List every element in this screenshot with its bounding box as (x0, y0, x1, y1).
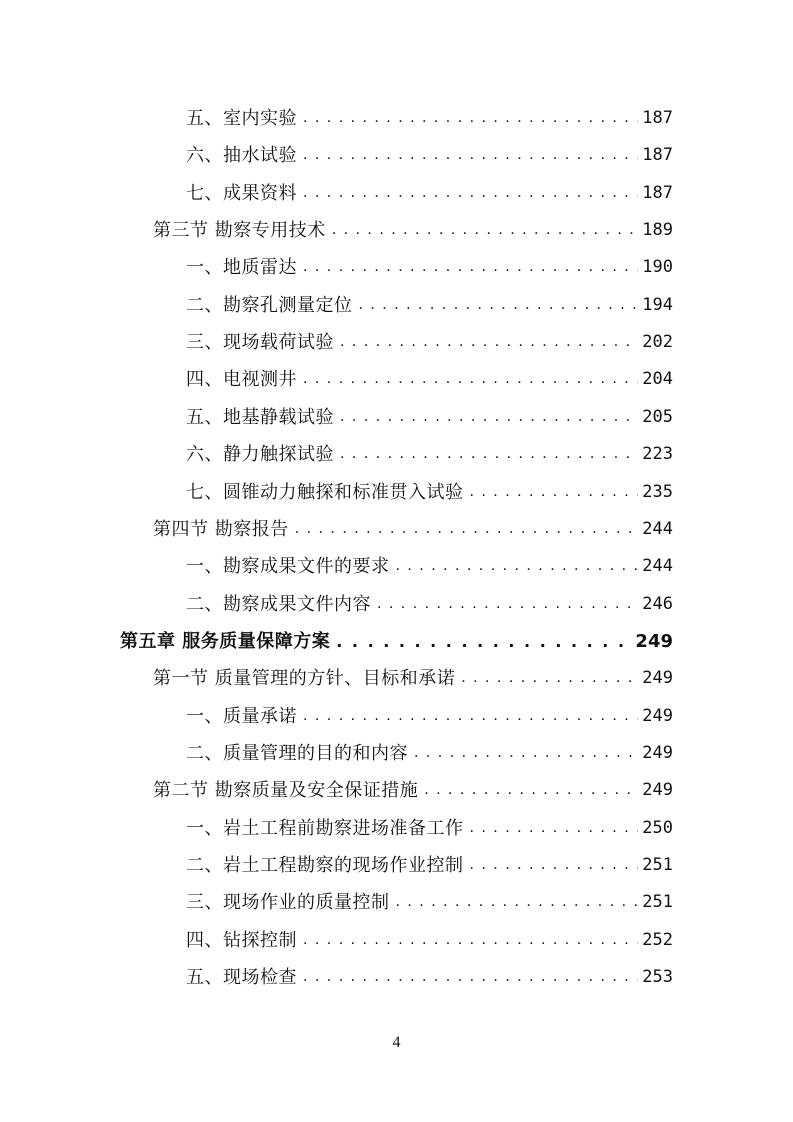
toc-entry-title: 二、岩土工程勘察的现场作业控制 (186, 855, 464, 876)
toc-entry-page: 249 (642, 705, 673, 726)
toc-entry-page: 249 (642, 742, 673, 763)
toc-dot-leader (303, 175, 638, 212)
toc-dot-leader (359, 287, 639, 324)
toc-dot-leader (340, 399, 638, 436)
toc-entry-page: 250 (642, 817, 673, 838)
toc-section-entry[interactable] (153, 511, 673, 548)
toc-dot-leader (303, 100, 638, 137)
toc-entry-page: 194 (642, 294, 673, 315)
toc-dot-leader (303, 137, 638, 174)
toc-dot-leader (340, 324, 638, 361)
toc-subsection-entry[interactable] (186, 249, 673, 286)
toc-entry-title: 七、成果资料 (186, 182, 297, 204)
toc-dot-leader (303, 698, 638, 735)
toc-entry-page: 190 (642, 257, 673, 278)
toc-subsection-entry[interactable] (186, 399, 673, 436)
toc-dot-leader (303, 959, 638, 996)
toc-dot-leader (377, 586, 638, 623)
toc-dot-leader (424, 772, 638, 809)
toc-entry-page: 205 (642, 406, 673, 427)
toc-entry-title: 七、圆锥动力触探和标准贯入试验 (186, 481, 464, 503)
toc-entry-title: 第一节 质量管理的方针、目标和承诺 (153, 668, 456, 690)
toc-dot-leader (303, 922, 638, 959)
toc-entry-page: 187 (642, 108, 673, 128)
toc-subsection-entry[interactable] (186, 137, 673, 174)
toc-entry-page: 187 (642, 182, 673, 203)
toc-entry-title: 第二节 勘察质量及安全保证措施 (153, 780, 419, 802)
toc-section-entry[interactable] (153, 212, 673, 249)
toc-subsection-entry[interactable] (186, 959, 673, 996)
toc-section-entry[interactable] (153, 772, 673, 809)
toc-dot-leader (470, 474, 639, 511)
toc-entry-page: 246 (642, 593, 673, 614)
page-number: 4 (392, 1034, 401, 1051)
toc-subsection-entry[interactable] (186, 735, 673, 772)
toc-entry-title: 五、现场检查 (186, 967, 297, 989)
toc-entry-title: 第四节 勘察报告 (153, 518, 289, 540)
toc-entry-page: 223 (642, 444, 673, 465)
toc-subsection-entry[interactable] (186, 361, 673, 398)
toc-entry-page: 244 (642, 518, 673, 539)
toc-dot-leader (470, 847, 639, 884)
toc-dot-leader (461, 660, 638, 697)
toc-subsection-entry[interactable] (186, 287, 673, 324)
toc-subsection-entry[interactable] (186, 474, 673, 511)
toc-entry-title: 一、岩土工程前勘察进场准备工作 (186, 817, 464, 839)
toc-dot-leader (295, 511, 639, 548)
toc-dot-leader (414, 735, 638, 772)
toc-entry-page: 244 (642, 556, 673, 577)
toc-subsection-entry[interactable] (186, 324, 673, 361)
toc-subsection-entry[interactable] (186, 698, 673, 735)
toc-entry-page: 251 (642, 892, 673, 913)
toc-entry-page: 204 (642, 369, 673, 390)
toc-dot-leader (396, 548, 639, 585)
toc-dot-leader (470, 810, 639, 847)
toc-entry-title: 六、静力触探试验 (186, 444, 334, 466)
toc-dot-leader (332, 212, 639, 249)
toc-dot-leader (303, 249, 638, 286)
toc-entry-page: 249 (642, 780, 673, 801)
toc-entry-title: 五、室内实验 (186, 108, 297, 129)
toc-subsection-entry[interactable] (186, 810, 673, 847)
toc-entry-page: 249 (635, 630, 673, 652)
toc-entry-title: 第五章 服务质量保障方案 (120, 630, 331, 652)
toc-entry-title: 一、地质雷达 (186, 257, 297, 279)
toc-subsection-entry[interactable] (186, 922, 673, 959)
toc-dot-leader (340, 436, 638, 473)
toc-entry-page: 251 (642, 855, 673, 875)
toc-entry-page: 235 (642, 481, 673, 502)
toc-entry-title: 二、勘察孔测量定位 (186, 294, 353, 316)
toc-entry-title: 五、地基静载试验 (186, 406, 334, 428)
toc-entry-page: 202 (642, 332, 673, 353)
toc-dot-leader (396, 884, 639, 921)
toc-entry-title: 四、电视测井 (186, 369, 297, 391)
toc-entry-page: 249 (642, 668, 673, 689)
toc-entry-title: 六、抽水试验 (186, 145, 297, 167)
toc-entry-title: 三、现场载荷试验 (186, 332, 334, 354)
toc-entry-page: 252 (642, 929, 673, 950)
toc-subsection-entry[interactable] (186, 100, 673, 137)
toc-subsection-entry[interactable] (186, 548, 673, 585)
toc-chapter-entry[interactable] (120, 623, 673, 660)
toc-entry-title: 二、质量管理的目的和内容 (186, 742, 408, 764)
toc-subsection-entry[interactable] (186, 884, 673, 921)
toc-entry-title: 二、勘察成果文件内容 (186, 593, 371, 615)
toc-subsection-entry[interactable] (186, 436, 673, 473)
toc-entry-title: 第三节 勘察专用技术 (153, 220, 326, 242)
toc-entry-title: 一、勘察成果文件的要求 (186, 556, 390, 578)
toc-entry-page: 187 (642, 145, 673, 166)
toc-dot-leader (303, 361, 638, 398)
toc-entry-page: 253 (642, 967, 673, 988)
toc-entry-page: 189 (642, 220, 673, 241)
toc-subsection-entry[interactable] (186, 847, 673, 884)
toc-section-entry[interactable] (153, 660, 673, 697)
toc-entry-title: 三、现场作业的质量控制 (186, 892, 390, 914)
toc-entry-title: 一、质量承诺 (186, 705, 297, 727)
toc-entry-title: 四、钻探控制 (186, 929, 297, 951)
toc-dot-leader (336, 623, 631, 660)
toc-subsection-entry[interactable] (186, 586, 673, 623)
toc-subsection-entry[interactable] (186, 175, 673, 212)
